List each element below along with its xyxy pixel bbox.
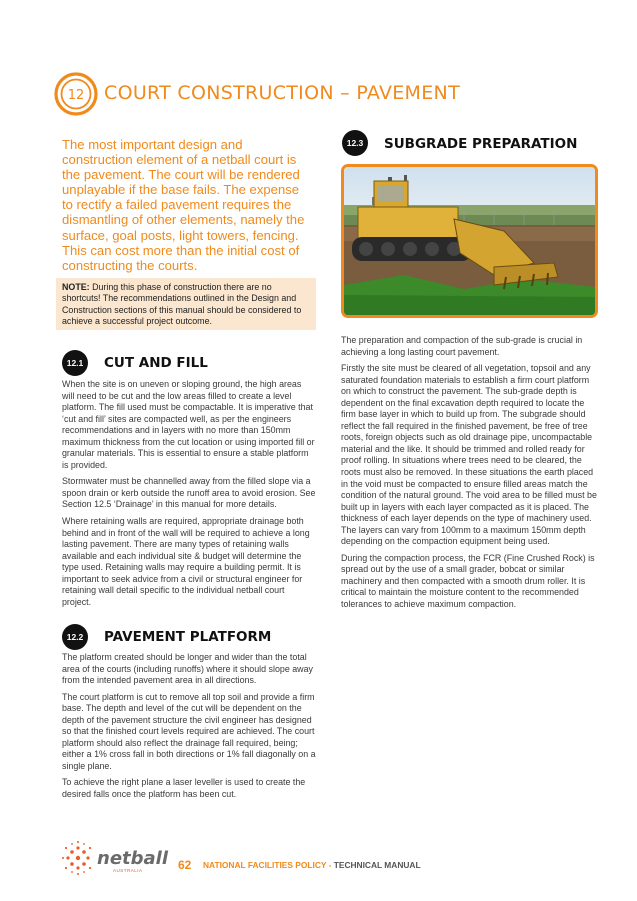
note-label: NOTE: xyxy=(62,282,90,292)
chapter-badge xyxy=(54,72,98,116)
section-body-subgrade-preparation xyxy=(341,335,599,616)
netball-logo-subtitle: AUSTRALIA xyxy=(113,868,143,873)
section-badge-12-3: 12.3 xyxy=(342,130,368,156)
page-title: COURT CONSTRUCTION – PAVEMENT xyxy=(104,82,460,104)
paragraph: Firstly the site must be cleared of all vegetation, topsoil and any saturated foundation materials to establish a firm court platform on which to construct the pavement. The sub-grade depth is dependent on the final excavation depth required to locate the firm base layer in which to build up from. The subgrade should reflect the fall required in the finished pavement, be free of tree roots, foreign objects such as old drainage pipe, uncompactable material and the like. It should be trimmed and rolled ready for proof rolling. In situations where trees need to be cleared, the roots must also be removed. In these situations the earth placed in the void must be compacted to ensure filled areas match the condition of the natural ground. The void area to be filled must be built up in layers with each layer compacted as it is placed. The thickness of each layer depends on the type of machinery used. The layers can vary from 100mm to a maximum 150mm depth depending on the compaction equipment being used. xyxy=(341,363,597,547)
section-badge-12-2: 12.2 xyxy=(62,624,88,650)
paragraph: The court platform is cut to remove all top soil and provide a firm base. The depth and level of the cut will be dependent on the depth of the pavement structure the civil engineer has designed so that the finished court levels required are achieved. The court platform should also reflect the drainage fall required, being; either a 1% cross fall in both directions or 1% fall diagonally on a single plane. xyxy=(62,691,316,771)
netball-logo-text: netball xyxy=(97,848,168,869)
note-text: During this phase of construction there are no shortcuts! The recommendations outlined in the Design and Construction sections of this manual should be considered to achieve a successful project outcome. xyxy=(62,282,302,327)
bulldozer-image xyxy=(344,167,595,315)
section-body-cut-and-fill xyxy=(62,379,316,613)
paragraph: The platform created should be longer and wider than the total area of the courts (including runoffs) where it should slope away from the intended pavement area in all directions. xyxy=(62,652,313,686)
section-title-cut-and-fill: CUT AND FILL xyxy=(104,355,208,371)
section-title-subgrade-preparation: SUBGRADE PREPARATION xyxy=(384,136,578,152)
section-badge-12-1: 12.1 xyxy=(62,350,88,376)
note-box xyxy=(56,278,316,330)
paragraph: Stormwater must be channelled away from the filled slope via a spoon drain or kerb outside the runoff area to avoid erosion. See Section 12.5 ‘Drainage’ in this manual for more details. xyxy=(62,476,316,510)
footer-policy: NATIONAL FACILITIES POLICY - xyxy=(203,860,334,870)
paragraph: When the site is on uneven or sloping ground, the high areas will need to be cut and the low areas filled to create a level platform. The fill used must be compactable. It is imperative that ‘cut and fill’ sites are compacted well, as per the engineers recommendations and in layers with no more than 150mm maximum thickness from the cut location or using imported fill or granular materials. This is essential to ensure a stable platform is provided. xyxy=(62,379,315,470)
chapter-number: 12 xyxy=(67,88,85,103)
footer-manual: TECHNICAL MANUAL xyxy=(333,860,421,870)
footer-publication xyxy=(203,860,421,870)
paragraph: The preparation and compaction of the sub-grade is crucial in achieving a long lasting court pavement. xyxy=(341,335,583,357)
section-body-pavement-platform xyxy=(62,652,316,806)
intro-paragraph: The most important design and construction element of a netball court is the pavement. The court will be rendered unplayable if the base fails. The expense to rectify a failed pavement requires the dismantling of other elements, namely the surface, goal posts, light towers, fencing. This can cost more than the initial cost of constructing the courts. xyxy=(62,137,305,273)
section-title-pavement-platform: PAVEMENT PLATFORM xyxy=(104,629,272,645)
bulldozer-photo xyxy=(341,164,598,318)
paragraph: During the compaction process, the FCR (Fine Crushed Rock) is spread out by the use of a small grader, bobcat or similar machinery and then compacted with a smooth drum roller. It is critical to maintain the moisture content to the recommended tolerances to achieve maximum compaction. xyxy=(341,552,595,610)
paragraph: Where retaining walls are required, appropriate drainage both behind and in front of the wall will be required to achieve a long lasting pavement. There are many types of retaining walls available and each individual site & budget will determine the type used. Retaining walls may require a building permit. It is important to seek advice from a civil or structural engineer for retaining wall detail specific to the individual netball court project. xyxy=(62,516,310,607)
page-number: 62 xyxy=(178,858,192,872)
paragraph: To achieve the right plane a laser leveller is used to create the desired falls once the platform has been cut. xyxy=(62,777,306,800)
